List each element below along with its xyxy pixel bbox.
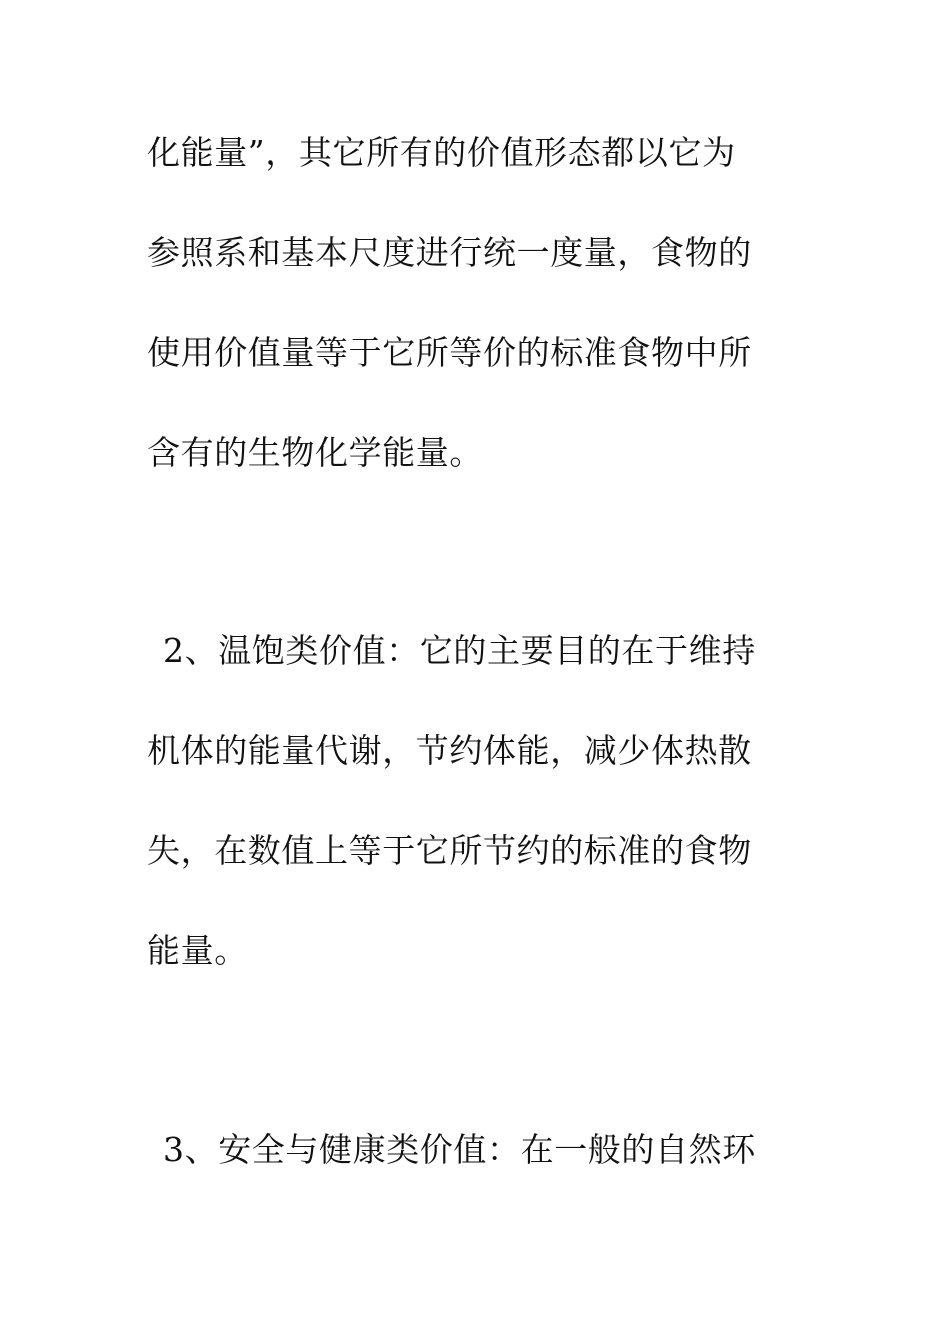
paragraph-2-line-2: 机体的能量代谢，节约体能，减少体热散 xyxy=(147,731,752,770)
paragraph-2-line-3: 失，在数值上等于它所节约的标准的食物 xyxy=(147,831,752,870)
paragraph-3-line-1: 3、安全与健康类价值：在一般的自然环 xyxy=(163,1130,756,1169)
paragraph-2-line-4: 能量。 xyxy=(147,931,248,970)
paragraph-2-line-1: 2、温饱类价值：它的主要目的在于维持 xyxy=(163,631,756,670)
paragraph-1-line-1: 化能量”，其它所有的价值形态都以它为 xyxy=(147,133,736,172)
paragraph-1-line-4: 含有的生物化学能量。 xyxy=(147,433,483,472)
paragraph-1-line-3: 使用价值量等于它所等价的标准食物中所 xyxy=(147,333,752,372)
paragraph-1-line-2: 参照系和基本尺度进行统一度量，食物的 xyxy=(147,233,752,272)
